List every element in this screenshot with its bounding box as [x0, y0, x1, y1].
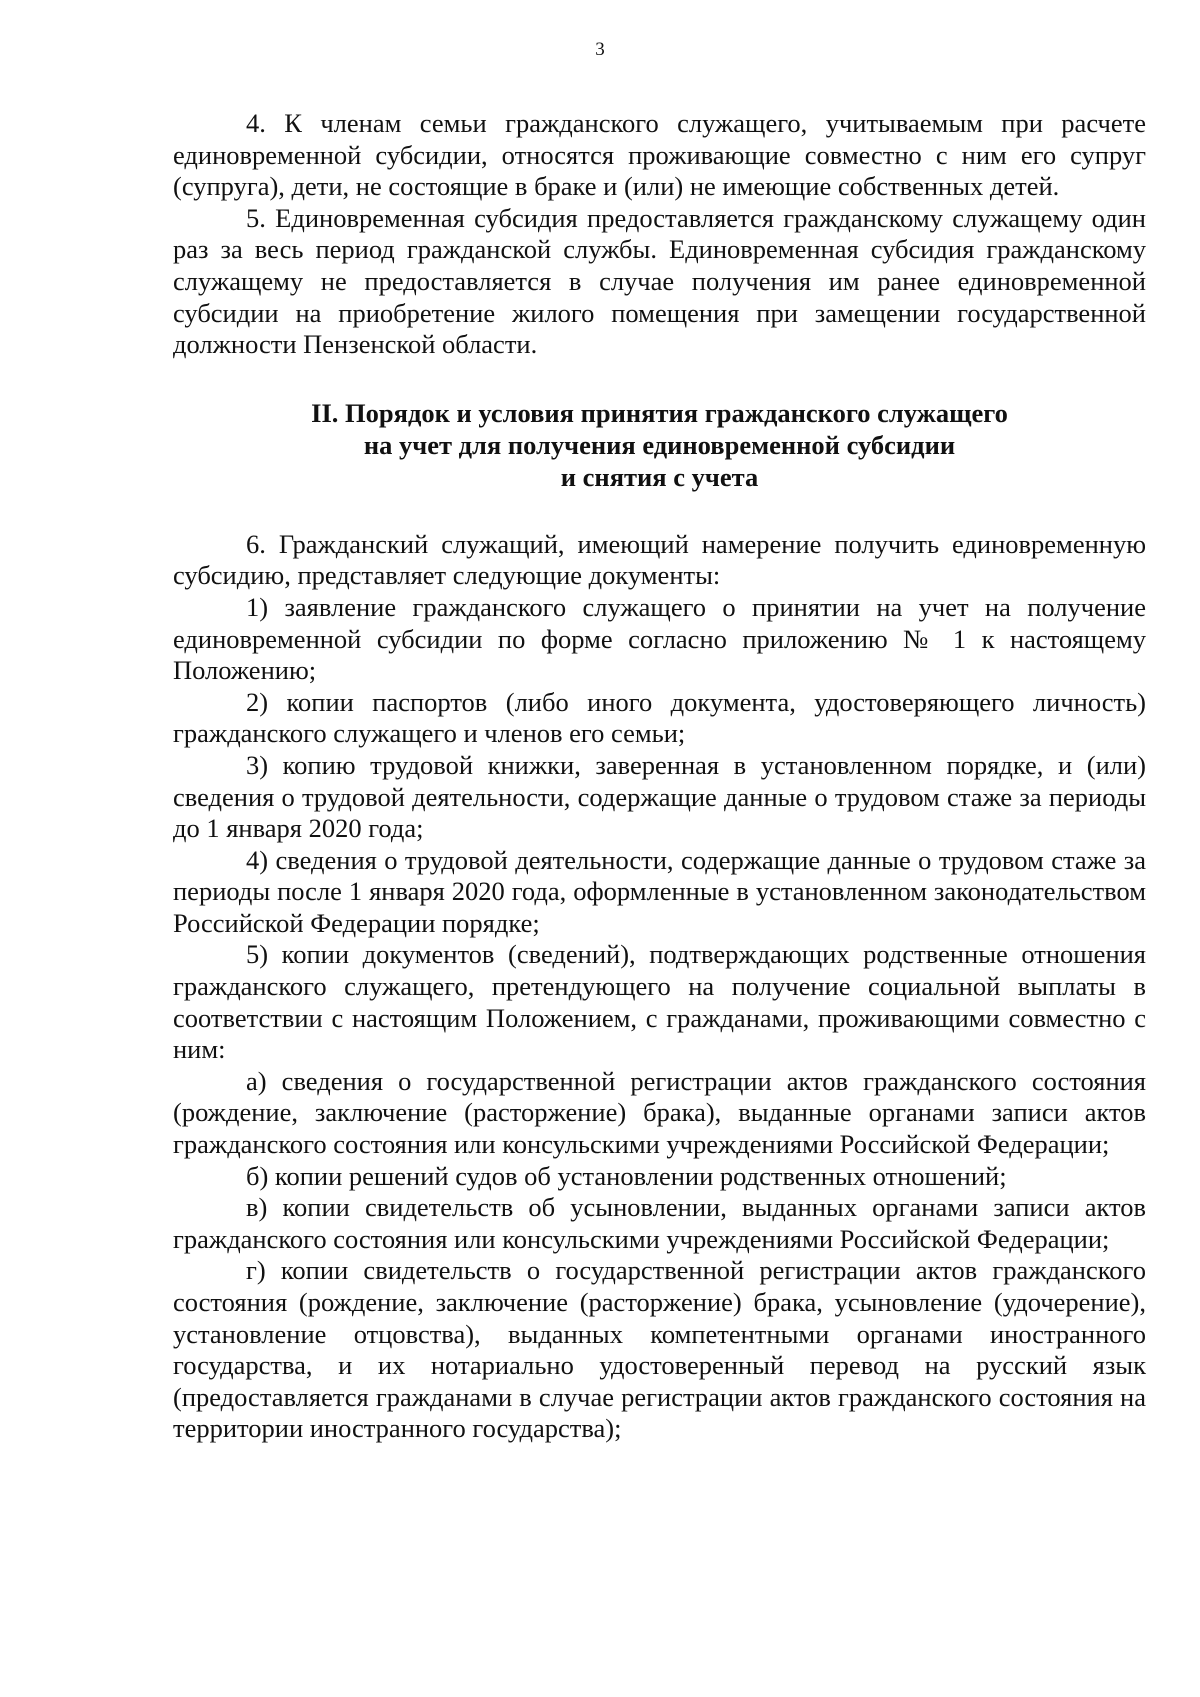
list-item-4: 4) сведения о трудовой деятельности, содержащие данные о трудовом стаже за периоды после 1 января 2020 года, оформленные в установленном законодательством Российской Федерации порядке; — [173, 844, 1146, 938]
sub-item-b: б) копии решений судов об установлении родственных отношений; — [246, 1160, 1007, 1191]
section-heading-line: на учет для получения единовременной субсидии — [363, 429, 956, 460]
list-item-2: 2) копии паспортов (либо иного документа, удостоверяющего личность) гражданского служащего и членов его семьи; — [173, 686, 1146, 749]
page-number: 3 — [595, 39, 605, 60]
list-item-5: 5) копии документов (сведений), подтверждающих родственные отношения гражданского служащего, претендующего на получение социальной выплаты в соответствии с настоящим Положением, с гражданами, проживающими совместно с ним: — [173, 939, 1146, 1065]
paragraph-6: 6. Гражданский служащий, имеющий намерение получить единовременную субсидию, представляет следующие документы: — [173, 528, 1146, 591]
list-item-1: 1) заявление гражданского служащего о принятии на учет на получение единовременной субсидии по форме согласно приложению № 1 к настоящему Положению; — [173, 591, 1146, 686]
paragraph-4: 4. К членам семьи гражданского служащего, учитываемым при расчете единовременной субсидии, относятся проживающие совместно с ним его супруг (супруга), дети, не состоящие в браке и (или) не имеющие собственных детей. — [173, 108, 1146, 202]
document-body — [173, 108, 1146, 1445]
paragraph-5: 5. Единовременная субсидия предоставляется гражданскому служащему один раз за весь период гражданской службы. Единовременная субсидия гражданскому служащему не предоставляется в случае получения им ранее единовременной субсидии на приобретение жилого помещения при замещении государственной должности Пензенской области. — [173, 202, 1146, 360]
sub-item-g: г) копии свидетельств о государственной регистрации актов гражданского состояния (рождение, заключение (расторжение) брака, усыновление (удочерение), установление отцовства), выданных компетентными органами иностранного государства, и их нотариально удостоверенный перевод на русский язык (предоставляется гражданами в случае регистрации актов гражданского состояния на территории иностранного государства); — [173, 1255, 1146, 1444]
section-heading — [173, 397, 1146, 493]
sub-item-a: а) сведения о государственной регистрации актов гражданского состояния (рождение, заключение (расторжение) брака), выданные органами записи актов гражданского состояния или консульскими учреждениями Российской Федерации; — [173, 1065, 1146, 1160]
sub-item-v: в) копии свидетельств об усыновлении, выданных органами записи актов гражданского состояния или консульскими учреждениями Российской Федерации; — [173, 1192, 1146, 1254]
section-heading-line: II. Порядок и условия принятия гражданского служащего — [311, 397, 1008, 428]
section-heading-line: и снятия с учета — [560, 461, 759, 492]
list-item-3: 3) копию трудовой книжки, заверенная в установленном порядке, и (или) сведения о трудовой деятельности, содержащие данные о трудовом стаже за периоды до 1 января 2020 года; — [173, 749, 1146, 844]
